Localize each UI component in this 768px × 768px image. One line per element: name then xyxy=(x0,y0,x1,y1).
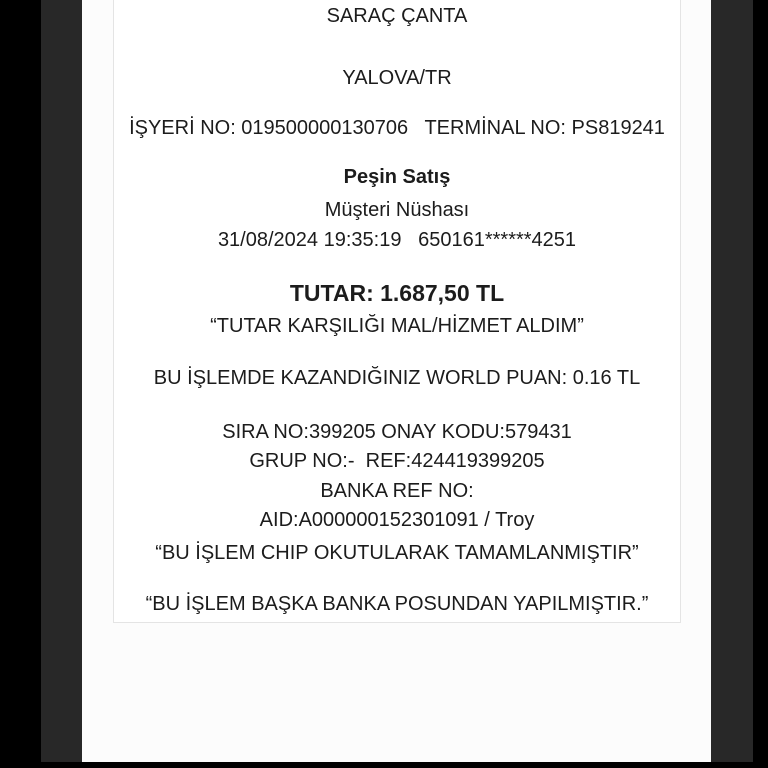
transaction-type: Peşin Satış xyxy=(343,166,451,188)
merchant-terminal-line: İŞYERİ NO: 019500000130706 TERMİNAL NO: PS819241 xyxy=(129,117,665,139)
other-bank-note: “BU İŞLEM BAŞKA BANKA POSUNDAN YAPILMIŞTIR.” xyxy=(145,593,649,615)
amount-quote: “TUTAR KARŞILIĞI MAL/HİZMET ALDIM” xyxy=(210,315,584,337)
world-points-line: BU İŞLEMDE KAZANDIĞINIZ WORLD PUAN: 0.16 TL xyxy=(153,367,641,389)
datetime-card-line: 31/08/2024 19:35:19 650161******4251 xyxy=(217,229,577,251)
receipt xyxy=(113,0,681,623)
copy-label: Müşteri Nüshası xyxy=(324,199,470,221)
merchant-location: YALOVA/TR xyxy=(342,67,452,89)
chip-note: “BU İŞLEM CHIP OKUTULARAK TAMAMLANMIŞTIR” xyxy=(155,542,639,564)
bank-ref-line: BANKA REF NO: xyxy=(320,480,474,502)
letterbox-right xyxy=(711,0,753,762)
aid-line: AID:A000000152301091 / Troy xyxy=(259,509,535,531)
amount-line: TUTAR: 1.687,50 TL xyxy=(289,280,505,306)
grup-ref-line: GRUP NO:- REF:424419399205 xyxy=(249,450,545,472)
receipt-page xyxy=(82,0,711,762)
merchant-name: SARAÇ ÇANTA xyxy=(326,5,468,27)
letterbox-left xyxy=(41,0,82,762)
sira-onay-line: SIRA NO:399205 ONAY KODU:579431 xyxy=(222,421,572,443)
